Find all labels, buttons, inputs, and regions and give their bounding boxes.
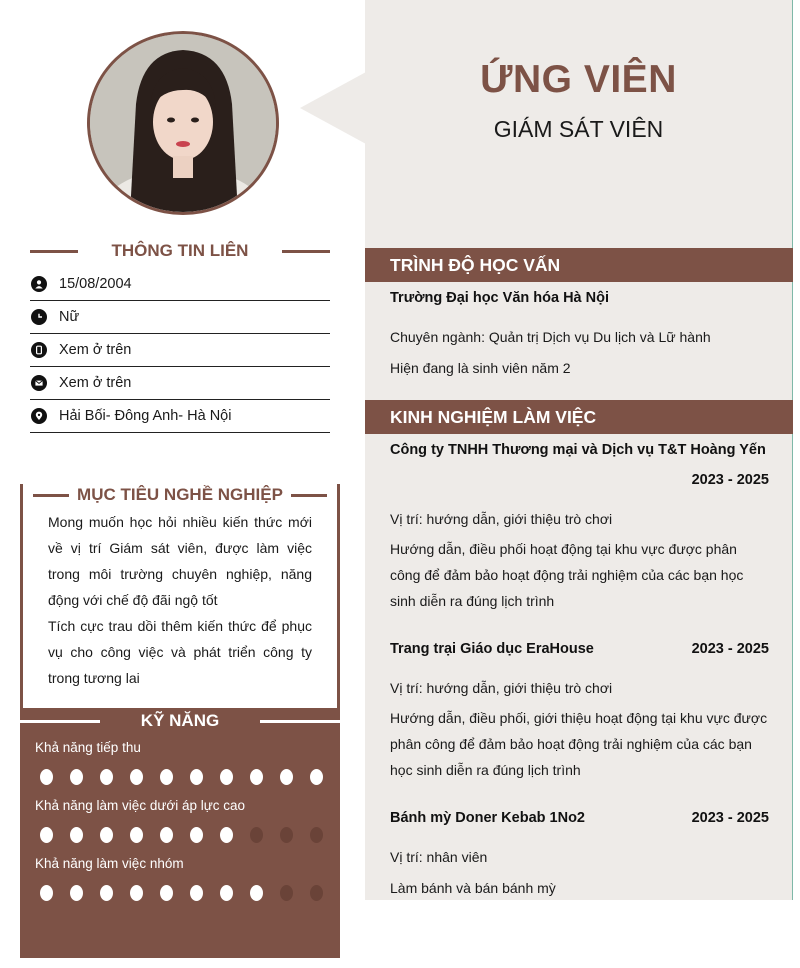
candidate-position: GIÁM SÁT VIÊN <box>493 116 664 142</box>
rating-dot-filled <box>100 885 113 901</box>
skill-rating <box>40 769 340 785</box>
rating-dot-filled <box>160 827 173 843</box>
education-title: TRÌNH ĐỘ HỌC VẤN <box>365 248 793 282</box>
rating-dot-filled <box>130 769 143 785</box>
rating-dot-filled <box>130 885 143 901</box>
rating-dot-empty <box>310 827 323 843</box>
rating-dot-filled <box>70 827 83 843</box>
rating-dot-filled <box>220 827 233 843</box>
rating-dot-filled <box>40 827 53 843</box>
right-panel-edge <box>792 0 793 900</box>
contact-title: THÔNG TIN LIÊN <box>111 241 249 260</box>
header-line-left <box>30 250 78 253</box>
rating-dot-filled <box>190 885 203 901</box>
rating-dot-filled <box>70 769 83 785</box>
contact-address: Hải Bối- Đông Anh- Hà Nội <box>59 408 232 424</box>
rating-dot-filled <box>220 769 233 785</box>
rating-dot-filled <box>40 885 53 901</box>
rating-dot-filled <box>250 885 263 901</box>
rating-dot-empty <box>250 827 263 843</box>
education-major: Chuyên ngành: Quản trị Dịch vụ Du lịch và Lữ hành <box>390 329 711 345</box>
header-line-left <box>33 494 69 497</box>
rating-dot-filled <box>220 885 233 901</box>
objective-header <box>33 484 327 506</box>
speech-pointer <box>300 72 366 144</box>
user-icon <box>31 276 47 292</box>
contact-list <box>30 268 330 433</box>
job-company: Trang trại Giáo dục EraHouse <box>390 641 594 657</box>
contact-row-birthday <box>30 268 330 301</box>
job-role: Vị trí: hướng dẫn, giới thiệu trò chơi <box>390 680 613 696</box>
rating-dot-filled <box>130 827 143 843</box>
skill-label: Khả năng làm việc nhóm <box>35 856 184 871</box>
job-description: Hướng dẫn, điều phối, giới thiệu hoạt động tại khu vực được phân công để đảm bảo hoạt động trải nghiệm của các bạn học sinh diễn ra đúng lịch trình <box>390 710 768 778</box>
job-years: 2023 - 2025 <box>691 472 769 488</box>
skills-title: KỸ NĂNG <box>140 711 220 730</box>
contact-row-address <box>30 400 330 433</box>
rating-dot-filled <box>160 769 173 785</box>
rating-dot-filled <box>280 769 293 785</box>
contact-row-phone <box>30 334 330 367</box>
job-description: Làm bánh và bán bánh mỳ <box>390 880 556 896</box>
candidate-name: ỨNG VIÊN <box>480 58 677 101</box>
location-icon <box>31 408 47 424</box>
job-years: 2023 - 2025 <box>691 641 769 657</box>
header-line-right <box>291 494 327 497</box>
clock-icon <box>31 309 47 325</box>
contact-gender: Nữ <box>59 309 80 325</box>
skill-label: Khả năng làm việc dưới áp lực cao <box>35 798 246 813</box>
contact-row-email <box>30 367 330 400</box>
rating-dot-filled <box>70 885 83 901</box>
skill-label: Khả năng tiếp thu <box>35 740 141 755</box>
education-status: Hiện đang là sinh viên năm 2 <box>390 360 571 376</box>
rating-dot-filled <box>190 769 203 785</box>
job-years: 2023 - 2025 <box>691 810 769 826</box>
contact-header <box>30 240 330 262</box>
education-school: Trường Đại học Văn hóa Hà Nội <box>390 290 610 306</box>
skill-rating <box>40 827 340 843</box>
rating-dot-filled <box>310 769 323 785</box>
objective-paragraph: Tích cực trau dồi thêm kiến thức để phục vụ cho công việc và phát triển công ty trong tương lai <box>48 618 312 686</box>
job-description: Hướng dẫn, điều phối hoạt động tại khu vực được phân công để đảm bảo hoạt động trải nghiệm của các bạn học sinh diễn ra đúng lịch trình <box>390 541 744 609</box>
objective-text <box>48 509 312 691</box>
rating-dot-filled <box>100 769 113 785</box>
phone-icon <box>31 342 47 358</box>
avatar <box>87 31 279 215</box>
mail-icon <box>31 375 47 391</box>
rating-dot-filled <box>160 885 173 901</box>
objective-paragraph: Mong muốn học hỏi nhiều kiến thức mới về vị trí Giám sát viên, được làm việc trong môi trường chuyên nghiệp, năng động với chế độ đãi ngộ tốt <box>48 514 312 608</box>
contact-birthday: 15/08/2004 <box>59 276 132 292</box>
rating-dot-filled <box>40 769 53 785</box>
job-company: Công ty TNHH Thương mại và Dịch vụ T&T Hoàng Yến <box>390 442 766 458</box>
rating-dot-filled <box>190 827 203 843</box>
rating-dot-empty <box>280 827 293 843</box>
rating-dot-filled <box>100 827 113 843</box>
contact-row-gender <box>30 301 330 334</box>
rating-dot-empty <box>310 885 323 901</box>
job-company: Bánh mỳ Doner Kebab 1No2 <box>390 810 585 826</box>
skill-rating <box>40 885 340 901</box>
job-role: Vị trí: hướng dẫn, giới thiệu trò chơi <box>390 511 613 527</box>
contact-phone: Xem ở trên <box>59 342 132 358</box>
rating-dot-filled <box>250 769 263 785</box>
contact-email: Xem ở trên <box>59 375 132 391</box>
objective-title: MỤC TIÊU NGHỀ NGHIỆP <box>77 485 283 504</box>
rating-dot-empty <box>280 885 293 901</box>
skills-header <box>20 708 340 734</box>
header-line-left <box>20 720 100 723</box>
job-role: Vị trí: nhân viên <box>390 849 488 865</box>
header-line-right <box>282 250 330 253</box>
header-line-right <box>260 720 340 723</box>
experience-title: KINH NGHIỆM LÀM VIỆC <box>365 400 793 434</box>
